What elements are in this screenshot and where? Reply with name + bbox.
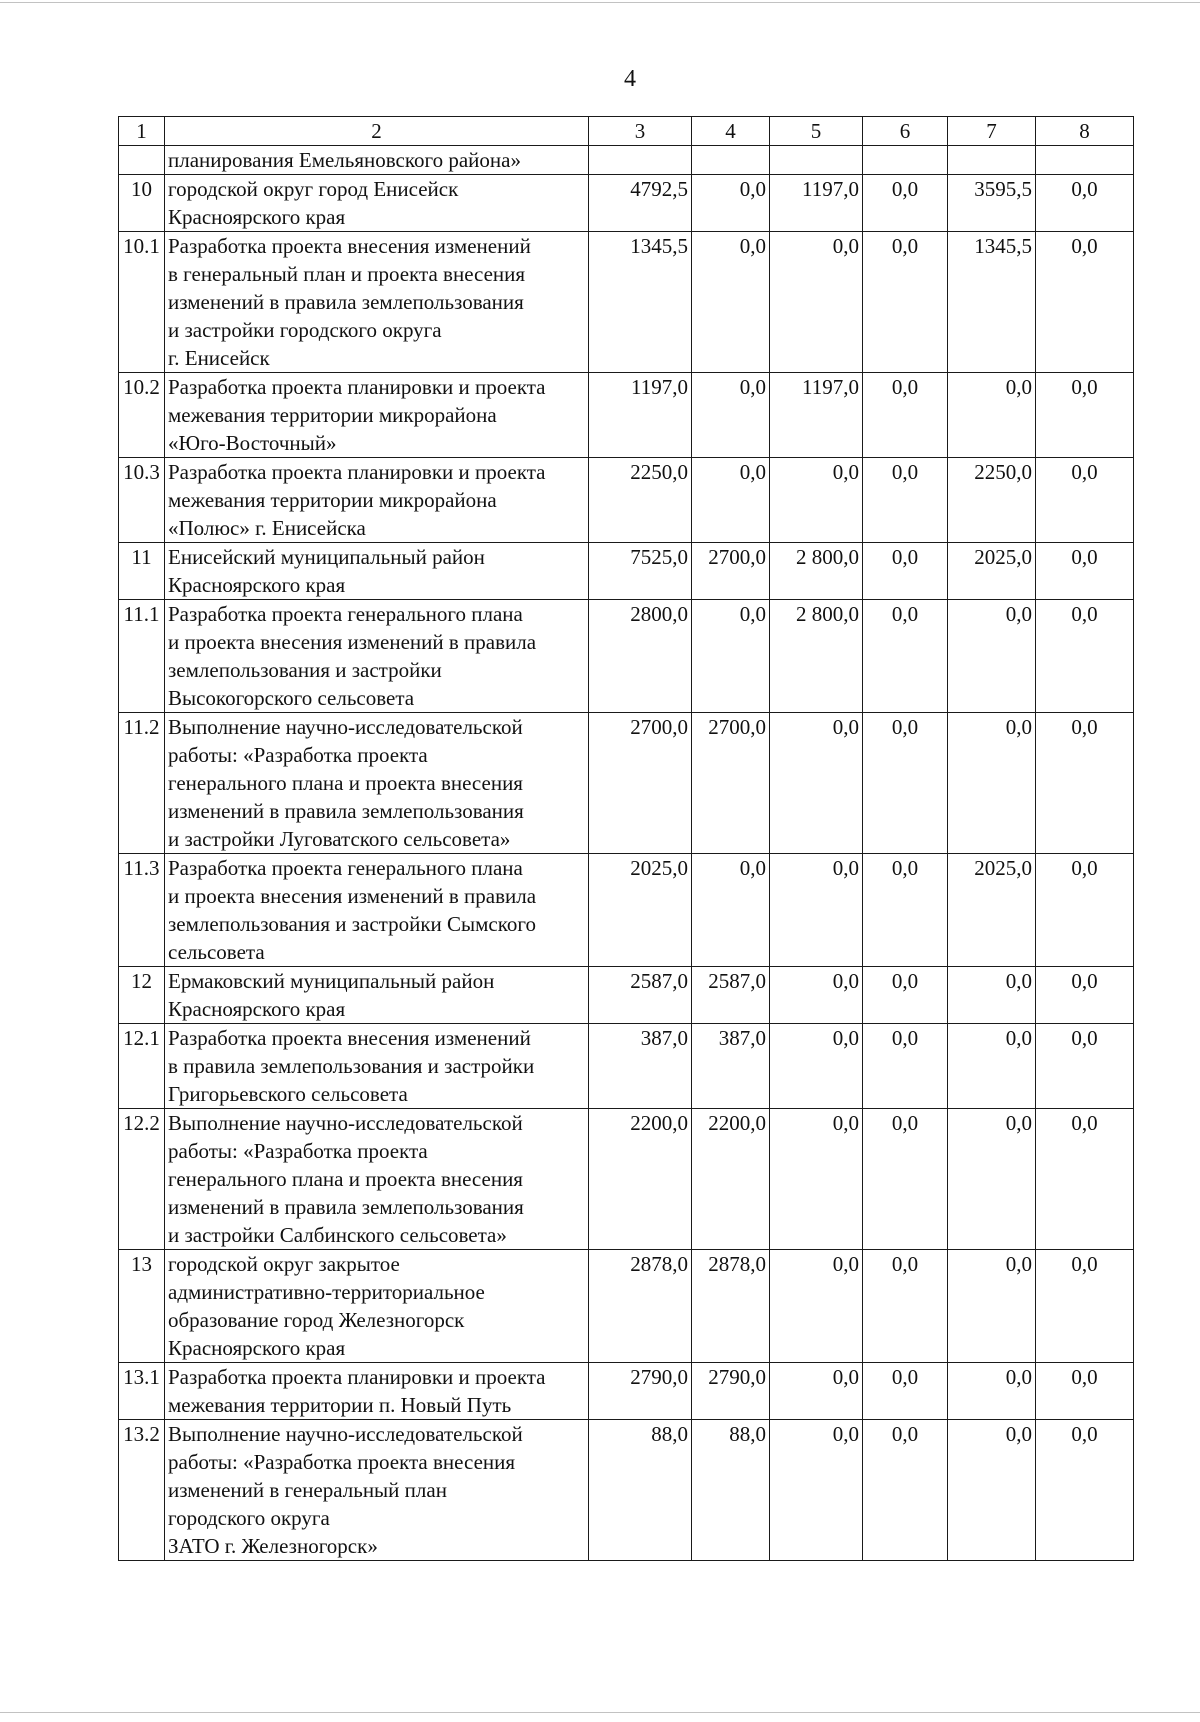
work-name-cell: Енисейский муниципальный район Красноярского края <box>165 543 589 600</box>
value-col3-cell: 2700,0 <box>589 713 692 854</box>
value-col5-cell: 0,0 <box>770 1363 863 1420</box>
value-col4-cell: 0,0 <box>692 458 770 543</box>
header-cell: 7 <box>948 117 1036 146</box>
work-name-cell: планирования Емельяновского района» <box>165 146 589 175</box>
table-row <box>119 175 1134 232</box>
value-col5-cell: 0,0 <box>770 232 863 373</box>
value-col8-cell: 0,0 <box>1036 373 1134 458</box>
value-col6-cell: 0,0 <box>863 175 948 232</box>
table-row <box>119 1420 1134 1561</box>
value-col3-cell: 7525,0 <box>589 543 692 600</box>
table-row <box>119 543 1134 600</box>
value-col5-cell: 2 800,0 <box>770 600 863 713</box>
value-col6-cell: 0,0 <box>863 967 948 1024</box>
value-col8-cell <box>1036 146 1134 175</box>
work-name-cell: Разработка проекта планировки и проекта межевания территории микрорайона «Юго-Восточный» <box>165 373 589 458</box>
work-name-cell: Разработка проекта генерального плана и проекта внесения изменений в правила землепользования и застройки Высокогорского сельсовета <box>165 600 589 713</box>
value-col4-cell: 2700,0 <box>692 543 770 600</box>
value-col5-cell: 0,0 <box>770 1109 863 1250</box>
value-col6-cell: 0,0 <box>863 1363 948 1420</box>
value-col4-cell: 387,0 <box>692 1024 770 1109</box>
value-col3-cell: 88,0 <box>589 1420 692 1561</box>
value-col5-cell: 0,0 <box>770 1250 863 1363</box>
value-col7-cell <box>948 146 1036 175</box>
row-number-cell: 11.3 <box>119 854 165 967</box>
row-number-cell <box>119 146 165 175</box>
table-row <box>119 967 1134 1024</box>
row-number-cell: 11.1 <box>119 600 165 713</box>
table-row <box>119 373 1134 458</box>
work-name-cell: Выполнение научно-исследовательской работы: «Разработка проекта генерального плана и проекта внесения изменений в правила землепользования и застройки Салбинского сельсовета» <box>165 1109 589 1250</box>
value-col5-cell: 1197,0 <box>770 175 863 232</box>
value-col3-cell: 387,0 <box>589 1024 692 1109</box>
table-row <box>119 1250 1134 1363</box>
work-name-cell: Выполнение научно-исследовательской работы: «Разработка проекта генерального плана и проекта внесения изменений в правила землепользования и застройки Луговатского сельсовета» <box>165 713 589 854</box>
row-number-cell: 10.1 <box>119 232 165 373</box>
value-col7-cell: 0,0 <box>948 1250 1036 1363</box>
value-col4-cell: 88,0 <box>692 1420 770 1561</box>
value-col5-cell <box>770 146 863 175</box>
value-col8-cell: 0,0 <box>1036 458 1134 543</box>
value-col8-cell: 0,0 <box>1036 1420 1134 1561</box>
row-number-cell: 10 <box>119 175 165 232</box>
row-number-cell: 13.1 <box>119 1363 165 1420</box>
row-number-cell: 12 <box>119 967 165 1024</box>
value-col6-cell <box>863 146 948 175</box>
scan-edge-bottom <box>0 1712 1200 1713</box>
header-cell: 5 <box>770 117 863 146</box>
value-col7-cell: 0,0 <box>948 967 1036 1024</box>
value-col5-cell: 0,0 <box>770 1024 863 1109</box>
value-col4-cell: 0,0 <box>692 232 770 373</box>
value-col8-cell: 0,0 <box>1036 1250 1134 1363</box>
value-col3-cell: 1197,0 <box>589 373 692 458</box>
table-row <box>119 1024 1134 1109</box>
work-name-cell: Разработка проекта внесения изменений в генеральный план и проекта внесения изменений в правила землепользования и застройки городского округа г. Енисейск <box>165 232 589 373</box>
work-name-cell: Разработка проекта генерального плана и проекта внесения изменений в правила землепользования и застройки Сымского сельсовета <box>165 854 589 967</box>
work-name-cell: Разработка проекта планировки и проекта межевания территории п. Новый Путь <box>165 1363 589 1420</box>
row-number-cell: 11 <box>119 543 165 600</box>
value-col3-cell: 2025,0 <box>589 854 692 967</box>
value-col4-cell: 2200,0 <box>692 1109 770 1250</box>
header-cell: 3 <box>589 117 692 146</box>
header-cell: 6 <box>863 117 948 146</box>
value-col8-cell: 0,0 <box>1036 1363 1134 1420</box>
value-col3-cell: 1345,5 <box>589 232 692 373</box>
table-row <box>119 713 1134 854</box>
table-row <box>119 1109 1134 1250</box>
row-number-cell: 13 <box>119 1250 165 1363</box>
value-col3-cell: 2878,0 <box>589 1250 692 1363</box>
value-col7-cell: 2250,0 <box>948 458 1036 543</box>
work-name-cell: Выполнение научно-исследовательской работы: «Разработка проекта внесения изменений в генеральный план городского округа ЗАТО г. Железногорск» <box>165 1420 589 1561</box>
value-col6-cell: 0,0 <box>863 373 948 458</box>
value-col7-cell: 0,0 <box>948 713 1036 854</box>
value-col3-cell: 2800,0 <box>589 600 692 713</box>
page-number: 4 <box>624 66 636 92</box>
value-col6-cell: 0,0 <box>863 600 948 713</box>
value-col3-cell: 2250,0 <box>589 458 692 543</box>
value-col8-cell: 0,0 <box>1036 1109 1134 1250</box>
value-col6-cell: 0,0 <box>863 1420 948 1561</box>
work-name-cell: Разработка проекта внесения изменений в правила землепользования и застройки Григорьевского сельсовета <box>165 1024 589 1109</box>
table-row <box>119 146 1134 175</box>
value-col4-cell: 0,0 <box>692 600 770 713</box>
value-col4-cell: 0,0 <box>692 373 770 458</box>
value-col3-cell <box>589 146 692 175</box>
value-col7-cell: 0,0 <box>948 1420 1036 1561</box>
row-number-cell: 12.1 <box>119 1024 165 1109</box>
table-row <box>119 600 1134 713</box>
work-name-cell: Ермаковский муниципальный район Красноярского края <box>165 967 589 1024</box>
table-row <box>119 232 1134 373</box>
value-col8-cell: 0,0 <box>1036 600 1134 713</box>
header-cell: 1 <box>119 117 165 146</box>
work-name-cell: городской округ закрытое административно-территориальное образование город Железногорск Красноярского края <box>165 1250 589 1363</box>
value-col7-cell: 0,0 <box>948 1363 1036 1420</box>
value-col5-cell: 2 800,0 <box>770 543 863 600</box>
work-name-cell: Разработка проекта планировки и проекта межевания территории микрорайона «Полюс» г. Енисейска <box>165 458 589 543</box>
value-col6-cell: 0,0 <box>863 1250 948 1363</box>
value-col5-cell: 0,0 <box>770 967 863 1024</box>
value-col6-cell: 0,0 <box>863 1024 948 1109</box>
value-col3-cell: 2587,0 <box>589 967 692 1024</box>
row-number-cell: 12.2 <box>119 1109 165 1250</box>
value-col7-cell: 0,0 <box>948 600 1036 713</box>
header-row <box>119 117 1134 146</box>
value-col4-cell: 2587,0 <box>692 967 770 1024</box>
scan-edge-top <box>0 2 1200 3</box>
value-col8-cell: 0,0 <box>1036 232 1134 373</box>
row-number-cell: 11.2 <box>119 713 165 854</box>
row-number-cell: 13.2 <box>119 1420 165 1561</box>
value-col5-cell: 0,0 <box>770 458 863 543</box>
value-col8-cell: 0,0 <box>1036 967 1134 1024</box>
value-col7-cell: 1345,5 <box>948 232 1036 373</box>
value-col7-cell: 0,0 <box>948 373 1036 458</box>
value-col4-cell: 2700,0 <box>692 713 770 854</box>
value-col5-cell: 0,0 <box>770 854 863 967</box>
value-col8-cell: 0,0 <box>1036 713 1134 854</box>
value-col4-cell: 2790,0 <box>692 1363 770 1420</box>
value-col3-cell: 4792,5 <box>589 175 692 232</box>
value-col8-cell: 0,0 <box>1036 1024 1134 1109</box>
value-col3-cell: 2790,0 <box>589 1363 692 1420</box>
value-col7-cell: 0,0 <box>948 1024 1036 1109</box>
value-col4-cell: 0,0 <box>692 854 770 967</box>
header-cell: 8 <box>1036 117 1134 146</box>
value-col5-cell: 1197,0 <box>770 373 863 458</box>
budget-table <box>118 116 1134 1561</box>
table-row <box>119 854 1134 967</box>
value-col5-cell: 0,0 <box>770 1420 863 1561</box>
value-col7-cell: 0,0 <box>948 1109 1036 1250</box>
value-col6-cell: 0,0 <box>863 458 948 543</box>
value-col7-cell: 2025,0 <box>948 543 1036 600</box>
value-col8-cell: 0,0 <box>1036 543 1134 600</box>
header-cell: 4 <box>692 117 770 146</box>
value-col7-cell: 3595,5 <box>948 175 1036 232</box>
table-body <box>119 117 1134 1561</box>
work-name-cell: городской округ город Енисейск Красноярского края <box>165 175 589 232</box>
header-cell: 2 <box>165 117 589 146</box>
value-col8-cell: 0,0 <box>1036 175 1134 232</box>
value-col4-cell: 0,0 <box>692 175 770 232</box>
value-col3-cell: 2200,0 <box>589 1109 692 1250</box>
value-col6-cell: 0,0 <box>863 543 948 600</box>
row-number-cell: 10.2 <box>119 373 165 458</box>
value-col6-cell: 0,0 <box>863 1109 948 1250</box>
value-col7-cell: 2025,0 <box>948 854 1036 967</box>
table-row <box>119 1363 1134 1420</box>
value-col4-cell <box>692 146 770 175</box>
table-row <box>119 458 1134 543</box>
value-col6-cell: 0,0 <box>863 854 948 967</box>
value-col6-cell: 0,0 <box>863 232 948 373</box>
row-number-cell: 10.3 <box>119 458 165 543</box>
value-col8-cell: 0,0 <box>1036 854 1134 967</box>
value-col6-cell: 0,0 <box>863 713 948 854</box>
value-col5-cell: 0,0 <box>770 713 863 854</box>
value-col4-cell: 2878,0 <box>692 1250 770 1363</box>
